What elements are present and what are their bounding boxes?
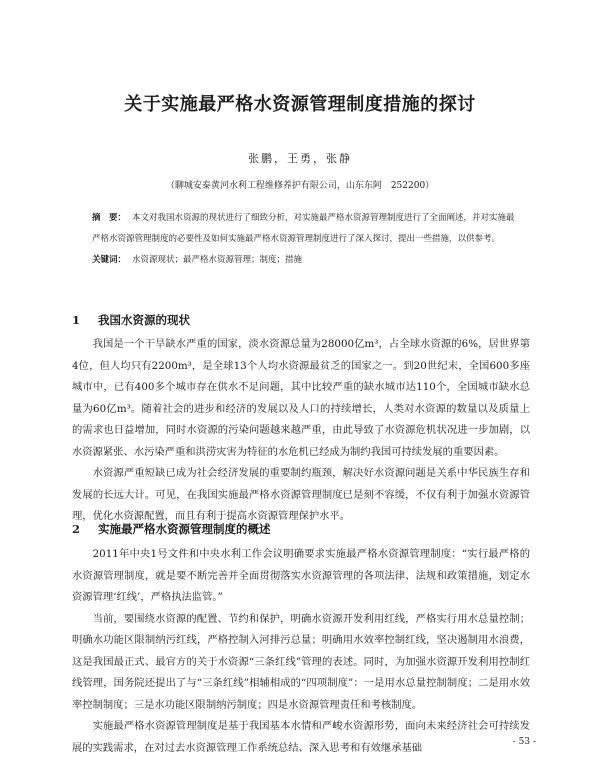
paper-title: 关于实施最严格水资源管理制度措施的探讨 [124, 94, 476, 115]
section-title: 我国水资源的现状 [98, 313, 190, 327]
affiliation: （聊城安泰黄河水利工程维修养护有限公司，山东东阿 252200） [165, 181, 435, 191]
section-number: 2 [72, 522, 81, 536]
keywords-label: 关键词： [92, 255, 127, 265]
page-number: - 53 - [512, 737, 536, 747]
authors: 张鹏，王勇，张静 [248, 152, 352, 165]
paragraph: 我国是一个干旱缺水严重的国家，淡水资源总量为28000亿m³，占全球水资源的6%，居世界第4位，但人均只有2200m³，是全球13个人均水资源最贫乏的国家之一。到20世纪末，全国600多座城市中，已有400多个城市存在供水不足问题，其中比较严重的缺水城市达110个，全国城市缺水总量为60亿m³。随着社会的进步和经济的发展以及人口的持续增长，人类对水资源的数量以及质量上的需求也日益增加，同时水资源的污染问题越来越严重，由此导致了水资源危机状况进一步加剧，以水资源紧张、水污染严重和洪涝灾害为特征的水危机已经成为制约我国可持续发展的重要因素。 [72, 338, 530, 458]
abstract-text: 本文对我国水资源的现状进行了细致分析，对实施最严格水资源管理制度进行了全面阐述，并对实施最严格水资源管理制度的必要性及如何实施最严格水资源管理制度进行了深入探讨，提出一些措施，以供参考。 [92, 213, 515, 244]
section-heading-1 [72, 312, 190, 328]
abstract [92, 208, 522, 250]
section-2-body [72, 544, 530, 759]
keywords [92, 250, 522, 271]
section-1-body [72, 334, 530, 528]
abstract-label: 摘 要： [92, 213, 127, 223]
paragraph: 2011年中央1号文件和中央水利工作会议明确要求实施最严格水资源管理制度：“实行最严格的水资源管理制度，就是要不断完善并全面贯彻落实水资源管理的各项法律、法规和政策措施，划定水资源管理‘红线’，严格执法监管。” [72, 548, 530, 603]
paragraph: 当前，要围绕水资源的配置、节约和保护，明确水资源开发利用红线，严格实行用水总量控制；明确水功能区限制纳污红线，严格控制入河排污总量；明确用水效率控制红线，坚决遏制用水浪费，这是我国最正式、最官方的关于水资源“三条红线”管理的表述。同时，为加强水资源开发利用控制红线管理，国务院还提出了与“三条红线”相辅相成的“四项制度”：一是用水总量控制制度；二是用水效率控制制度；三是水功能区限制纳污制度；四是水资源管理责任和考核制度。 [72, 612, 530, 711]
section-number: 1 [72, 313, 81, 327]
section-title: 实施最严格水资源管理制度的概述 [98, 522, 271, 536]
keywords-text: 水资源现状；最严格水资源管理；制度；措施 [132, 255, 303, 265]
abstract-block [92, 208, 522, 271]
paragraph: 水资源严重短缺已成为社会经济发展的重要制约瓶颈，解决好水资源问题是关系中华民族生存和发展的长远大计。可见，在我国实施最严格水资源管理制度已是刻不容缓，不仅有利于加强水资源管理，优化水资源配置，而且有利于提高水资源管理保护水平。 [72, 467, 530, 522]
paragraph: 实施最严格水资源管理制度是基于我国基本水情和严峻水资源形势，面向未来经济社会可持续发展的实践需求，在对过去水资源管理工作系统总结、深入思考和有效继承基础 [72, 720, 530, 754]
section-heading-2 [72, 521, 271, 537]
